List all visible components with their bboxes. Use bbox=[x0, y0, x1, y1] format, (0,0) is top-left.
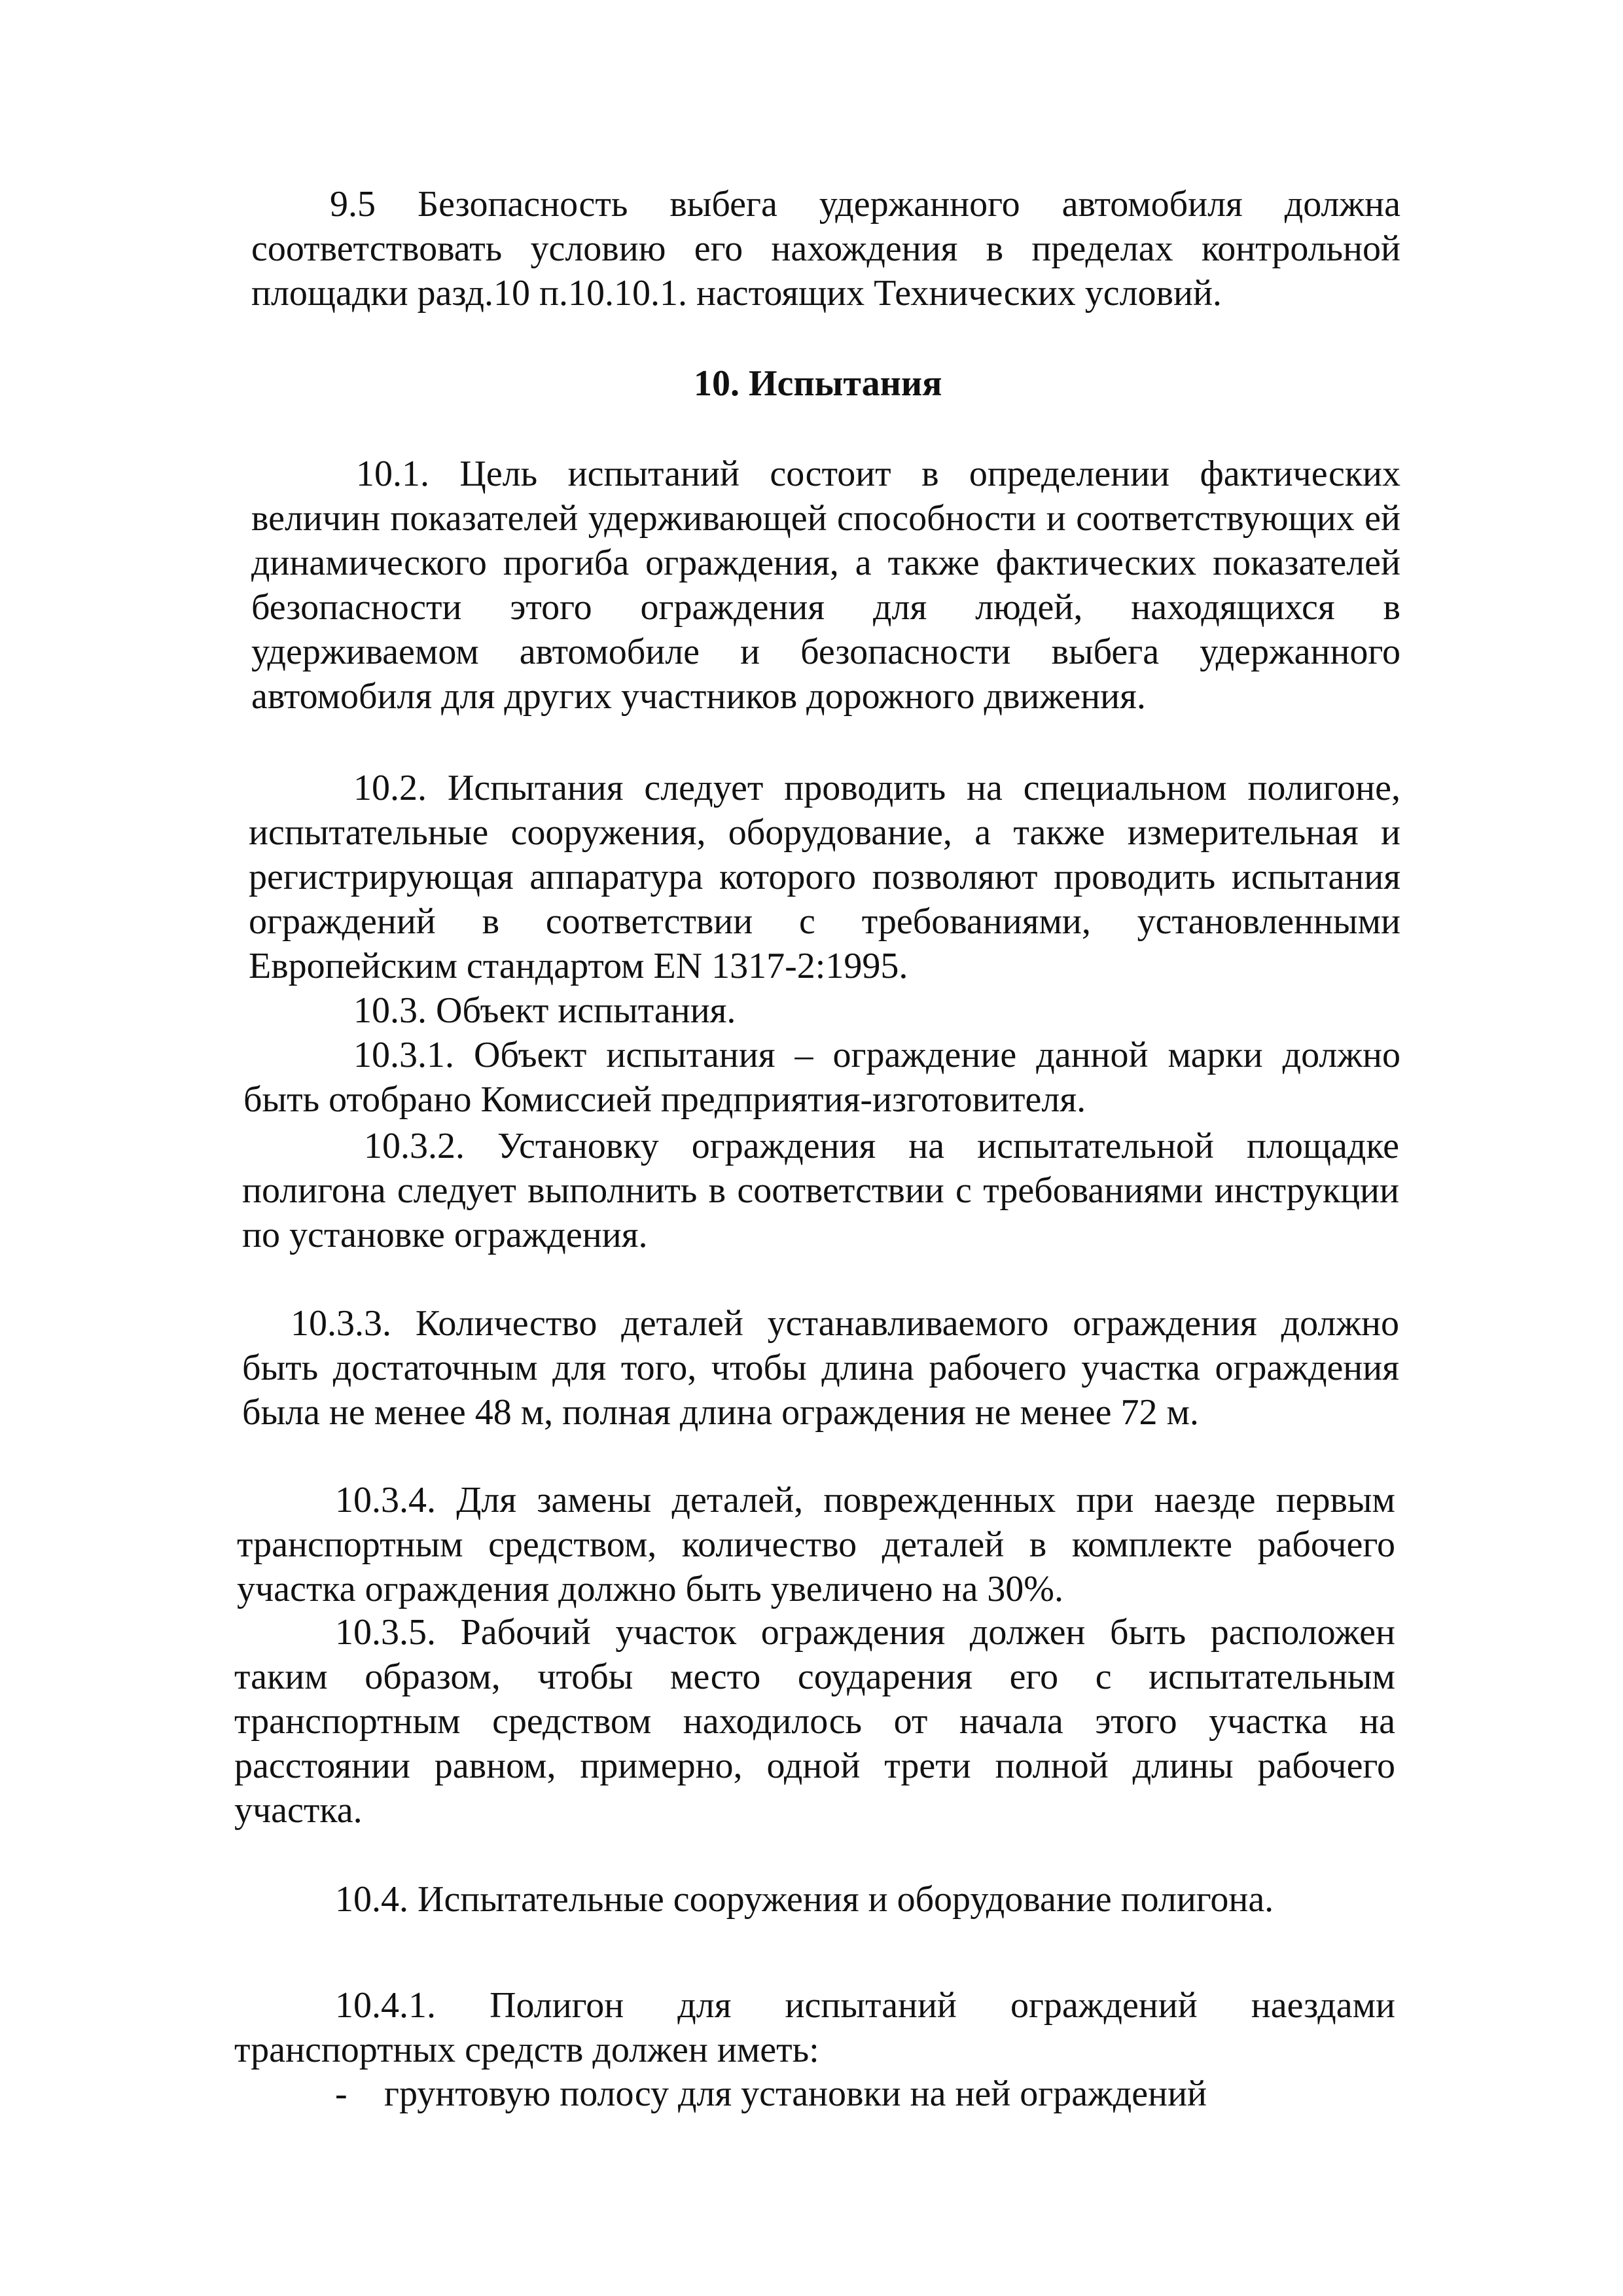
paragraph-10-3-5: 10.3.5. Рабочий участок ограждения должен быть расположен таким образом, чтобы место соударения его с испытательным транспортным средством находилось от начала этого участка на расстоянии равном, примерно, одной трети полной длины рабочего участка. bbox=[234, 1612, 1395, 1831]
paragraph-10-3-3: 10.3.3. Количество деталей устанавливаемого ограждения должно быть достаточным для того, чтобы длина рабочего участка ограждения была не менее 48 м, полная длина ограждения не менее 72 м. bbox=[242, 1303, 1399, 1433]
paragraph-10-3-1: 10.3.1. Объект испытания – ограждение данной марки должно быть отобрано Комиссией предприятия-изготовителя. bbox=[243, 1035, 1400, 1120]
section-heading-10: 10. Испытания bbox=[694, 363, 942, 404]
paragraph-10-2: 10.2. Испытания следует проводить на специальном полигоне, испытательные сооружения, оборудование, а также измерительная и регистрирующая аппаратура которого позволяют проводить испытания ограждений в соответствии с требованиями, установленными Европейским стандартом EN 1317-2:1995. bbox=[249, 768, 1400, 986]
list-bullet-dash: - bbox=[335, 2073, 348, 2114]
paragraph-10-3-2: 10.3.2. Установку ограждения на испытательной площадке полигона следует выполнить в соответствии с требованиями инструкции по установке ограждения. bbox=[242, 1126, 1399, 1255]
paragraph-9-5: 9.5 Безопасность выбега удержанного автомобиля должна соответствовать условию его нахождения в пределах контрольной площадки разд.10 п.10.10.1. настоящих Технических условий. bbox=[251, 184, 1400, 314]
paragraph-10-4: 10.4. Испытательные сооружения и оборудование полигона. bbox=[335, 1879, 1274, 1920]
paragraph-10-1: 10.1. Цель испытаний состоит в определении фактических величин показателей удерживающей способности и соответствующих ей динамического прогиба ограждения, а также фактических показателей безопасности этого ограждения для людей, находящихся в удерживаемом автомобиле и безопасности выбега удержанного автомобиля для других участников дорожного движения. bbox=[251, 454, 1400, 717]
paragraph-10-3-4: 10.3.4. Для замены деталей, поврежденных при наезде первым транспортным средством, количество деталей в комплекте рабочего участка ограждения должно быть увеличено на 30%. bbox=[237, 1480, 1395, 1609]
paragraph-10-4-1: 10.4.1. Полигон для испытаний ограждений наездами транспортных средств должен иметь: bbox=[234, 1985, 1395, 2070]
list-item: грунтовую полосу для установки на ней ограждений bbox=[384, 2073, 1207, 2114]
paragraph-10-3: 10.3. Объект испытания. bbox=[353, 990, 736, 1031]
